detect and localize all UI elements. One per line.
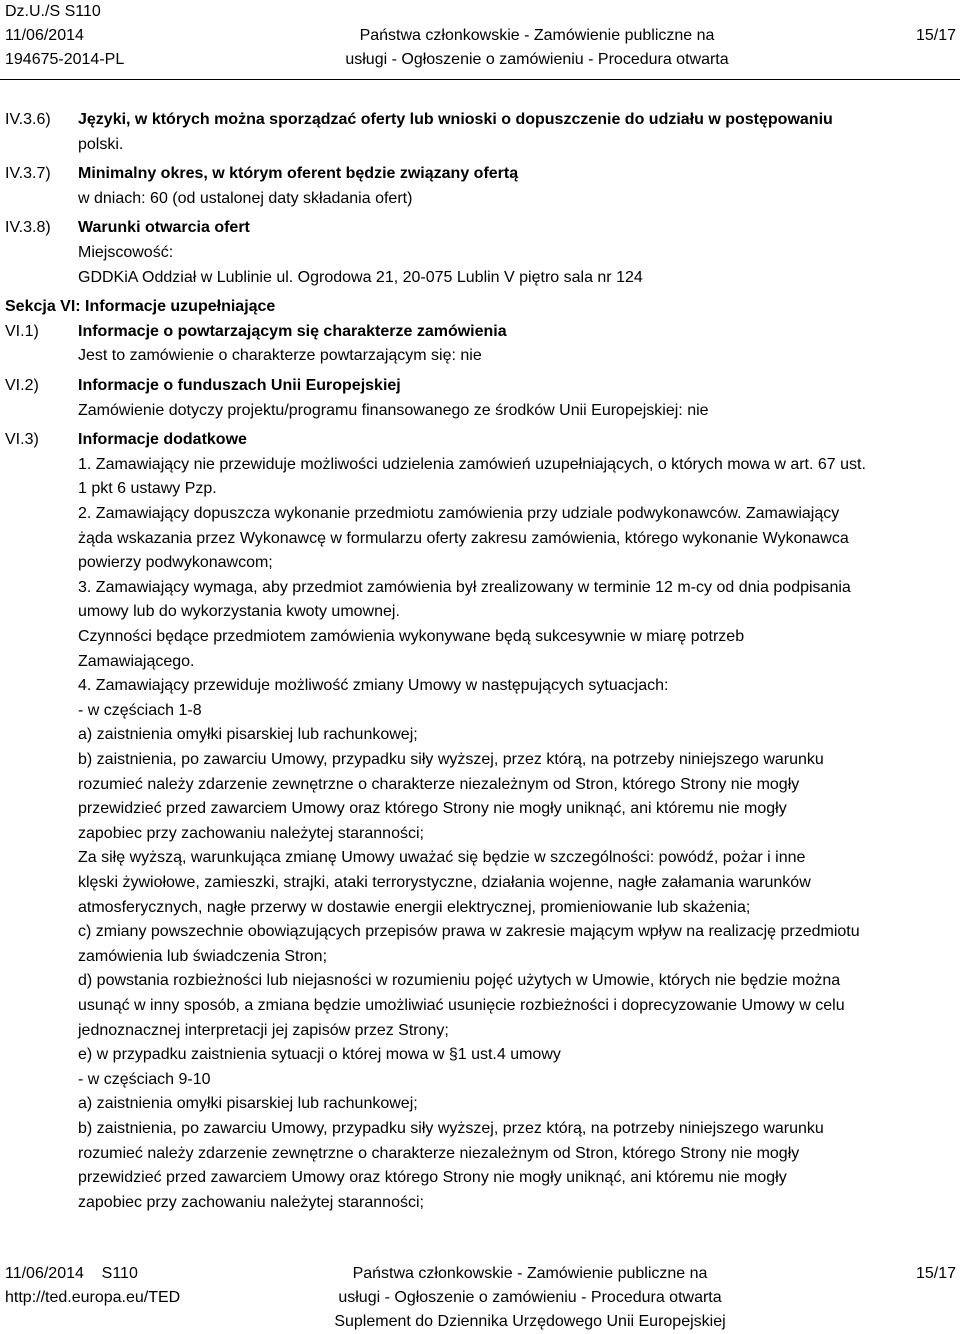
section-text-line: Zamawiającego. [78,652,195,670]
footer-page-number: 15/17 [915,1265,956,1282]
section-text-line: powierzy podwykonawcom; [78,554,273,572]
header-left [5,0,124,72]
section-text-line: d) powstania rozbieżności lub niejasności w rozumieniu pojęć użytych w Umowie, których nie będzie można [78,972,841,990]
section-text-line: - w częściach 9-10 [78,1070,211,1088]
header-title-line-1: Państwa członkowskie - Zamówienie publiczne na [359,27,715,44]
header-title-line-2: usługi - Ogłoszenie o zamówieniu - Procedura otwarta [345,51,729,68]
section-text-line: a) zaistnienia omyłki pisarskiej lub rachunkowej; [78,1095,418,1113]
footer-title-line-1: Państwa członkowskie - Zamówienie publiczne na [352,1265,708,1282]
section-heading: Języki, w których można sporządzać oferty lub wnioski o dopuszczenie do udziału w postępowaniu [78,111,833,128]
section-heading: Informacje dodatkowe [78,431,247,449]
section-text-line: Za siłę wyższą, warunkująca zmianę Umowy uważać się będzie w szczególności: powódź, pożar i inne [78,849,806,867]
header-page-number: 15/17 [915,27,956,44]
section-heading: Informacje o funduszach Unii Europejskiej [78,377,401,394]
section-number: IV.3.7) [5,165,51,183]
section-number: IV.3.8) [5,219,51,237]
section-text-line: umowy lub do wykorzystania kwoty umownej. [78,603,400,621]
section-text-line: 1. Zamawiający nie przewiduje możliwości udzielenia zamówień uzupełniających, o których mowa w art. 67 ust. [78,455,866,473]
section-text-line: polski. [78,135,124,153]
section-text-line: przewidzieć przed zawarciem Umowy oraz którego Strony nie mogły uniknąć, ani któremu nie mogły [78,800,787,818]
section-text-line: Miejscowość: [78,244,174,261]
section-text-line: c) zmiany powszechnie obowiązujących przepisów prawa w zakresie mającym wpływ na realizację przedmiotu [78,923,860,941]
section-text-line: b) zaistnienia, po zawarciu Umowy, przypadku siły wyższej, przez którą, na potrzeby niniejszego warunku [78,1120,824,1137]
header-notice-id: 194675-2014-PL [5,51,125,68]
header-divider [0,79,960,80]
section-text-line: Czynności będące przedmiotem zamówienia wykonywane będą sukcesywnie w miarę potrzeb [78,628,745,645]
section-number: VI.2) [5,377,39,394]
section-text-line: rozumieć należy zdarzenie zewnętrzne o charakterze niezależnym od Stron, którego Strony nie mogły [78,1144,800,1162]
section-text-line: atmosferycznych, nagłe przerwy w dostawie energii elektrycznej, promieniowanie lub skażenia; [78,898,751,916]
section-title: Sekcja VI: Informacje uzupełniające [5,298,276,316]
section-text-line: Zamówienie dotyczy projektu/programu finansowanego ze środków Unii Europejskiej: nie [78,401,709,419]
section-text-line: 4. Zamawiający przewiduje możliwość zmiany Umowy w następujących sytuacjach: [78,677,669,695]
section-text-line: zamówienia lub świadczenia Stron; [78,947,328,965]
section-text-line: jednoznacznej interpretacji jej zapisów przez Strony; [78,1021,449,1039]
section-text-line: zapobiec przy zachowaniu należytej staranności; [78,1193,424,1211]
page-footer [0,1262,960,1334]
section-text-line: - w częściach 1-8 [78,701,202,719]
section-text-line: rozumieć należy zdarzenie zewnętrzne o charakterze niezależnym od Stron, którego Strony nie mogły [78,775,800,793]
page-header [0,0,960,72]
section-heading: Informacje o powtarzającym się charakterze zamówienia [78,322,507,340]
header-center [345,24,728,72]
section-text-line: b) zaistnienia, po zawarciu Umowy, przypadku siły wyższej, przez którą, na potrzeby niniejszego warunku [78,751,824,768]
section-text-line: Jest to zamówienie o charakterze powtarzającym się: nie [78,347,482,365]
section-text-line: e) w przypadku zaistnienia sytuacji o której mowa w §1 ust.4 umowy [78,1046,561,1064]
section-text-line: usunąć w inny sposób, a zmiana będzie umożliwiać usunięcie rozbieżności i doprecyzowanie Umowy w celu [78,997,845,1014]
section-number: IV.3.6) [5,111,51,128]
section-heading: Minimalny okres, w którym oferent będzie związany ofertą [78,165,519,183]
footer-url: http://ted.europa.eu/TED [5,1289,181,1306]
footer-title-line-3: Suplement do Dziennika Urzędowego Unii Europejskiej [334,1313,726,1330]
section-text-line: żąda wskazania przez Wykonawcę w formularzu oferty zakresu zamówienia, którego wykonanie Wykonawca [78,529,849,547]
section-text-line: klęski żywiołowe, zamieszki, strajki, ataki terrorystyczne, działania wojenne, nagłe załamania warunków [78,874,811,891]
section-text-line: w dniach: 60 (od ustalonej daty składania ofert) [78,189,413,207]
section-text-line: 1 pkt 6 ustawy Pzp. [78,480,217,498]
section-text-line: przewidzieć przed zawarciem Umowy oraz którego Strony nie mogły uniknąć, ani któremu nie mogły [78,1169,787,1187]
section-number: VI.3) [5,431,39,449]
section-text-line: 2. Zamawiający dopuszcza wykonanie przedmiotu zamówienia przy udziale podwykonawców. Zamawiający [78,505,840,522]
section-number: VI.1) [5,322,39,340]
section-heading: Warunki otwarcia ofert [78,219,250,237]
footer-center [334,1262,725,1334]
section-text-line: a) zaistnienia omyłki pisarskiej lub rachunkowej; [78,726,418,744]
section-text-line: GDDKiA Oddział w Lublinie ul. Ogrodowa 21, 20-075 Lublin V piętro sala nr 124 [78,268,643,286]
section-text-line: zapobiec przy zachowaniu należytej staranności; [78,824,424,842]
footer-date-issue: 11/06/2014 S110 [5,1265,138,1282]
header-journal-ref: Dz.U./S S110 [5,3,101,20]
section-text-line: 3. Zamawiający wymaga, aby przedmiot zamówienia był zrealizowany w terminie 12 m-cy od dnia podpisania [78,578,851,596]
footer-left [5,1262,180,1310]
footer-title-line-2: usługi - Ogłoszenie o zamówieniu - Procedura otwarta [338,1289,722,1306]
header-date: 11/06/2014 [5,27,84,44]
